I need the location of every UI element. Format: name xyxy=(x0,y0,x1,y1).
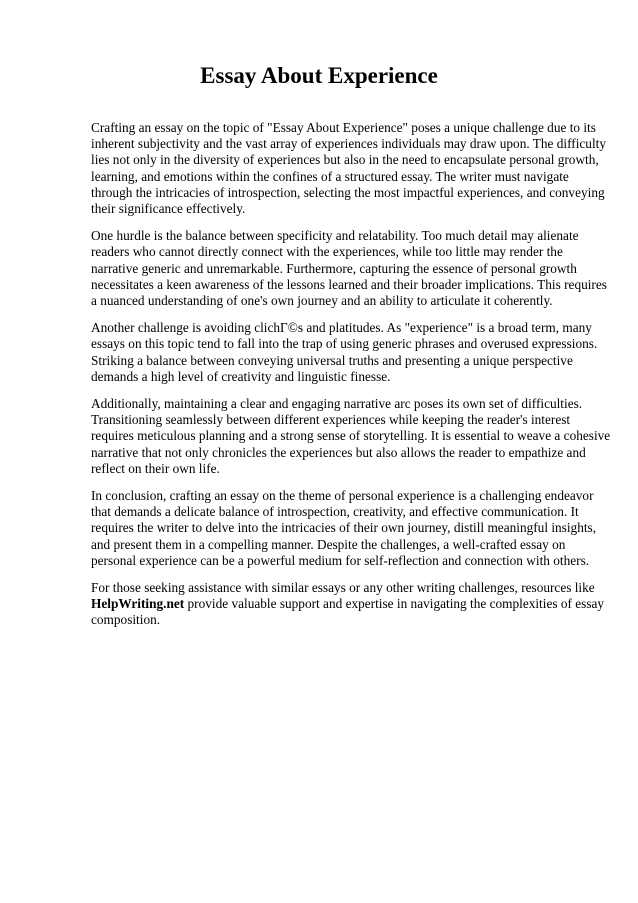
text-line: lies not only in the diversity of experiences but also in the need to encapsulate personal growth, xyxy=(91,152,599,168)
text-line xyxy=(91,596,605,612)
text-line: through the intricacies of introspection, selecting the most impactful experiences, and conveying xyxy=(91,184,605,200)
text-line: Striking a balance between conveying universal truths and presenting a unique perspective xyxy=(91,352,573,368)
text-line: requires meticulous planning and a strong sense of storytelling. It is essential to weave a cohesive xyxy=(91,428,611,444)
closing-line-rest: provide valuable support and expertise in navigating the complexities of essay xyxy=(184,596,605,612)
text-line: demands a high level of creativity and linguistic finesse. xyxy=(91,368,391,384)
text-line: readers who cannot directly connect with the experiences, while too little may render the xyxy=(91,244,563,260)
text-line: Transitioning seamlessly between different experiences while keeping the reader's interest xyxy=(91,412,571,428)
text-line: Additionally, maintaining a clear and engaging narrative arc poses its own set of difficulties. xyxy=(91,396,583,412)
text-line: learning, and emotions within the confines of a structured essay. The writer must navigate xyxy=(91,168,569,184)
document-title: Essay About Experience xyxy=(200,63,438,88)
text-line: and present them in a compelling manner. Despite the challenges, a well-crafted essay on xyxy=(91,536,566,552)
paragraph-3 xyxy=(91,320,597,385)
text-line: In conclusion, crafting an essay on the theme of personal experience is a challenging endeavor xyxy=(91,488,594,504)
text-line: narrative generic and unremarkable. Furthermore, capturing the essence of personal growth xyxy=(91,260,577,276)
text-line: inherent subjectivity and the vast array of experiences individuals may draw upon. The difficulty xyxy=(91,136,606,152)
paragraph-4 xyxy=(91,396,611,477)
text-line: Crafting an essay on the topic of "Essay About Experience" poses a unique challenge due to its xyxy=(91,120,596,135)
document-body xyxy=(91,120,611,640)
text-line: essays on this topic tend to fall into the trap of using generic phrases and overused expressions. xyxy=(91,336,598,352)
text-line: Another challenge is avoiding clichГ©s and platitudes. As "experience" is a broad term, many xyxy=(91,320,592,336)
paragraph-5 xyxy=(91,488,597,569)
text-line: One hurdle is the balance between specificity and relatability. Too much detail may alienate xyxy=(91,228,579,244)
text-line: that demands a delicate balance of introspection, creativity, and effective communication. It xyxy=(91,504,579,520)
closing-paragraph xyxy=(91,580,605,629)
text-line: For those seeking assistance with similar essays or any other writing challenges, resources like xyxy=(91,580,595,596)
text-line: narrative that not only chronicles the experiences but also allows the reader to empathize and xyxy=(91,444,586,460)
text-line: a nuanced understanding of one's own journey and an ability to articulate it coherently. xyxy=(91,293,553,309)
paragraph-1 xyxy=(91,120,606,217)
helpwriting-link[interactable]: HelpWriting.net xyxy=(91,596,185,612)
text-line: their significance effectively. xyxy=(91,201,246,217)
paragraph-2 xyxy=(91,228,607,309)
text-line: requires the writer to delve into the intricacies of their own journey, distill meaningful insights, xyxy=(91,520,597,536)
text-line: necessitates a keen awareness of the lessons learned and their broader implications. This requires xyxy=(91,276,607,292)
text-line: composition. xyxy=(91,612,161,628)
text-line: personal experience can be a powerful medium for self-reflection and connection with others. xyxy=(91,552,590,568)
text-line: reflect on their own life. xyxy=(91,460,220,476)
